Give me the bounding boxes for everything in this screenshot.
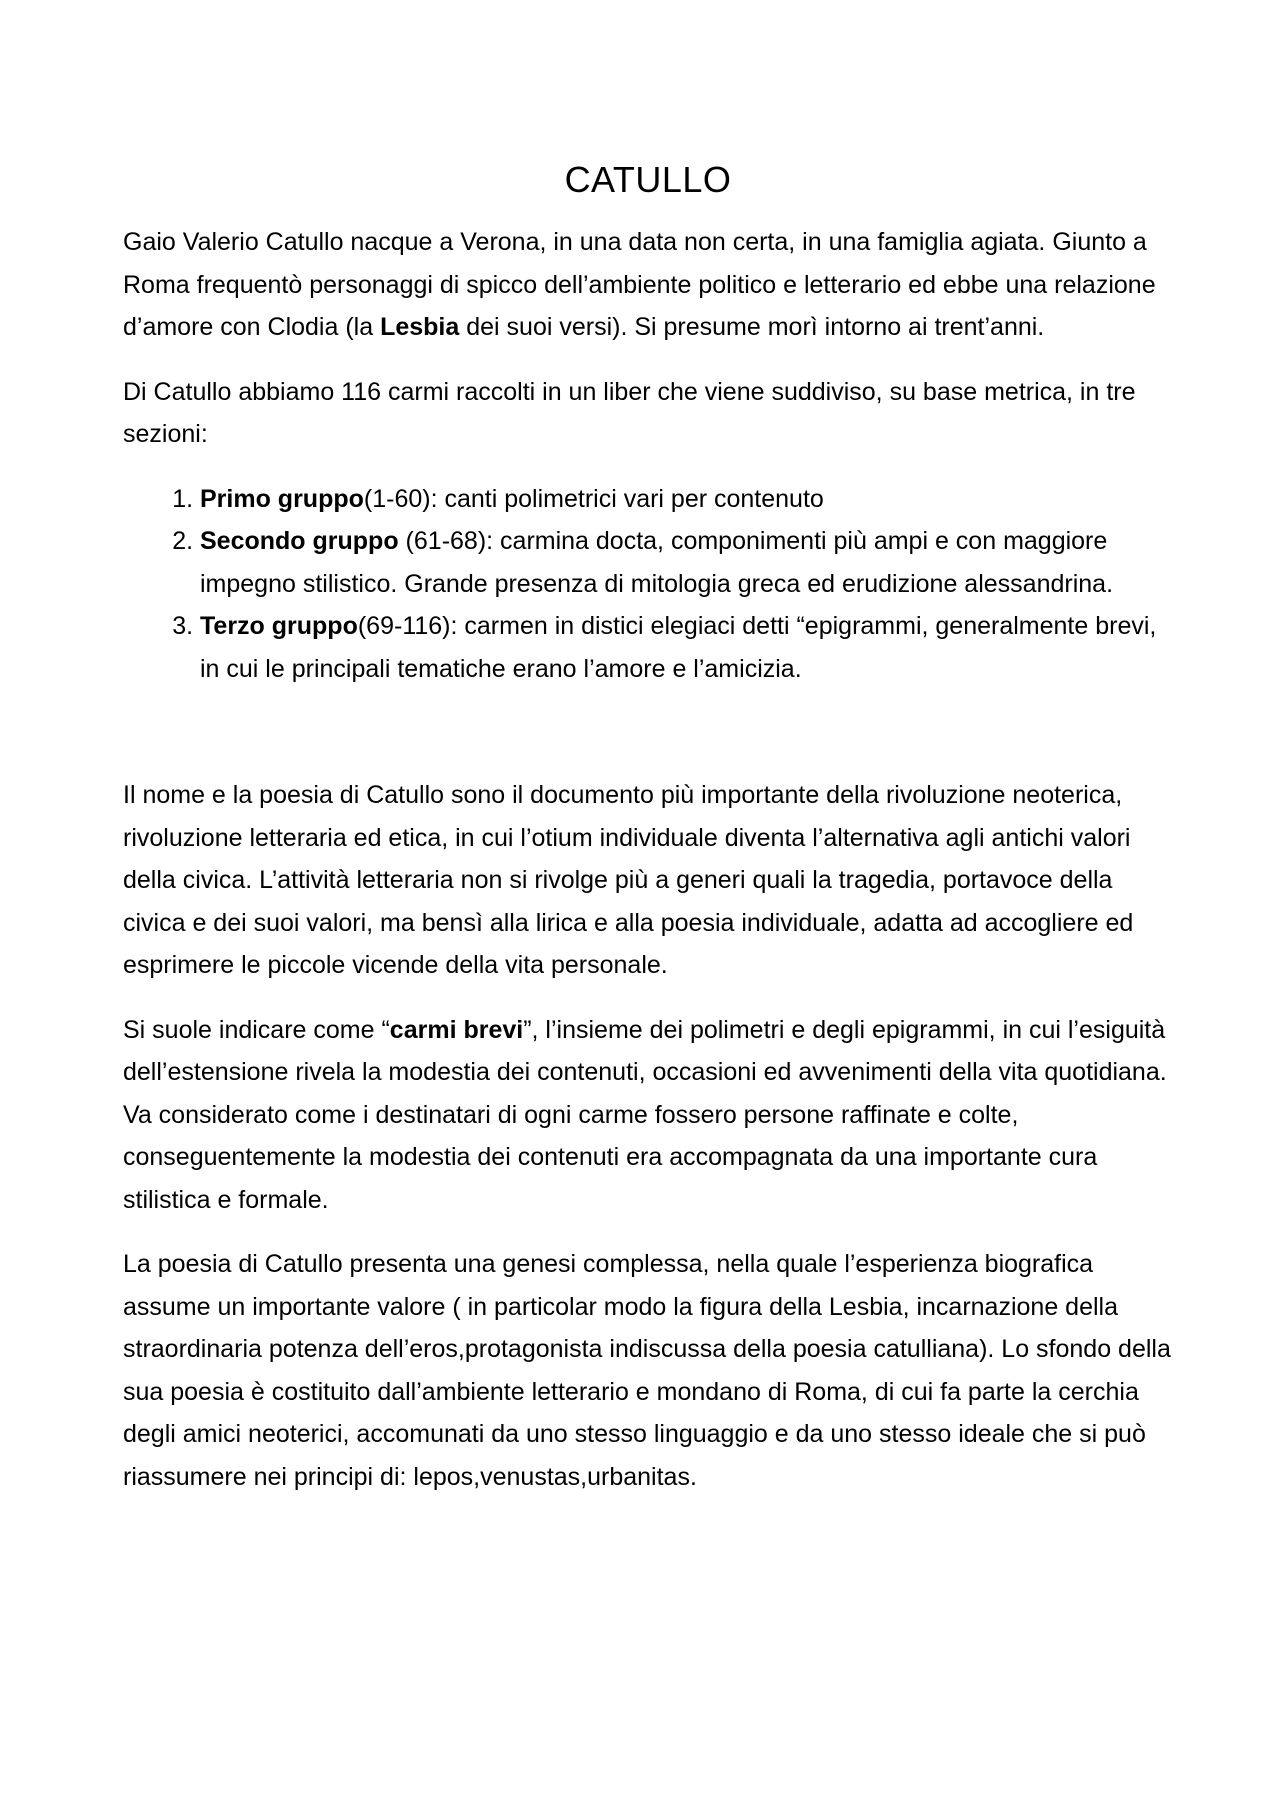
list-item-title: Terzo gruppo — [200, 612, 358, 640]
paragraph-biography-end: dei suoi versi). Si presume morì intorno ai trent’anni. — [459, 313, 1045, 341]
paragraph-carmi-brevi-end: ”, l’insieme dei polimetri e degli epigrammi, in cui l’esiguità dell’estensione rivela la modestia dei contenuti, occasioni ed avvenimenti della vita quotidiana. Va considerato come i destinatari di ogni carme fossero persone raffinate e colte, conseguentemente la modestia dei contenuti era accompagnata da una importante cura stilistica e formale. — [123, 1015, 1167, 1214]
document-page — [123, 155, 1173, 1520]
paragraph-carmi-brevi-start: Si suole indicare come “ — [123, 1015, 390, 1044]
list-item-text: (1-60): canti polimetrici vari per contenuto — [363, 484, 824, 513]
spacer — [123, 690, 1173, 774]
lesbia-bold: Lesbia — [380, 313, 460, 341]
list-item — [200, 605, 1173, 690]
list-item — [200, 478, 1173, 521]
paragraph-carmi: Di Catullo abbiamo 116 carmi raccolti in un liber che viene suddiviso, su base metrica, in tre sezioni: — [123, 377, 1136, 448]
list-item-title: Secondo gruppo — [200, 527, 399, 555]
list-item-text: (69-116): carmen in distici elegiaci detti “epigrammi, generalmente brevi, in cui le principali tematiche erano l’amore e l’amicizia. — [200, 612, 1157, 683]
sections-list — [123, 478, 1173, 691]
paragraph-genesi: La poesia di Catullo presenta una genesi complessa, nella quale l’esperienza biografica assume un importante valore ( in particolar modo la figura della Lesbia, incarnazione della straordinaria potenza dell’eros,protagonista indiscussa della poesia catulliana). Lo sfondo della sua poesia è costituito dall’ambiente letterario e mondano di Roma, di cui fa parte la cerchia degli amici neoterici, accomunati da uno stesso linguaggio e da uno stesso ideale che si può riassumere nei principi di: lepos,venustas,urbanitas. — [123, 1250, 1171, 1491]
list-item-title: Primo gruppo — [200, 484, 364, 513]
paragraph-carmi-brevi — [123, 1009, 1173, 1222]
carmi-brevi-bold: carmi brevi — [389, 1015, 524, 1044]
list-item-text: (61-68): carmina docta, componimenti più ampi e con maggiore impegno stilistico. Grande presenza di mitologia greca ed erudizione alessandrina. — [200, 527, 1114, 598]
document-title: CATULLO — [564, 159, 732, 200]
paragraph-rivoluzione: Il nome e la poesia di Catullo sono il documento più importante della rivoluzione neoterica, rivoluzione letteraria ed etica, in cui l’otium individuale diventa l’alternativa agli antichi valori della civica. L’attività letteraria non si rivolge più a generi quali la tragedia, portavoce della civica e dei suoi valori, ma bensì alla lirica e alla poesia individuale, adatta ad accogliere ed esprimere le piccole vicende della vita personale. — [123, 781, 1134, 979]
paragraph-biography-text: Gaio Valerio Catullo nacque a Verona, in una data non certa, in una famiglia agiata. Giunto a Roma frequentò personaggi di spicco dell’ambiente politico e letterario ed ebbe una relazione d’amore con Clodia (la — [123, 228, 1156, 341]
list-item — [200, 520, 1173, 605]
paragraph-biography — [123, 221, 1173, 349]
